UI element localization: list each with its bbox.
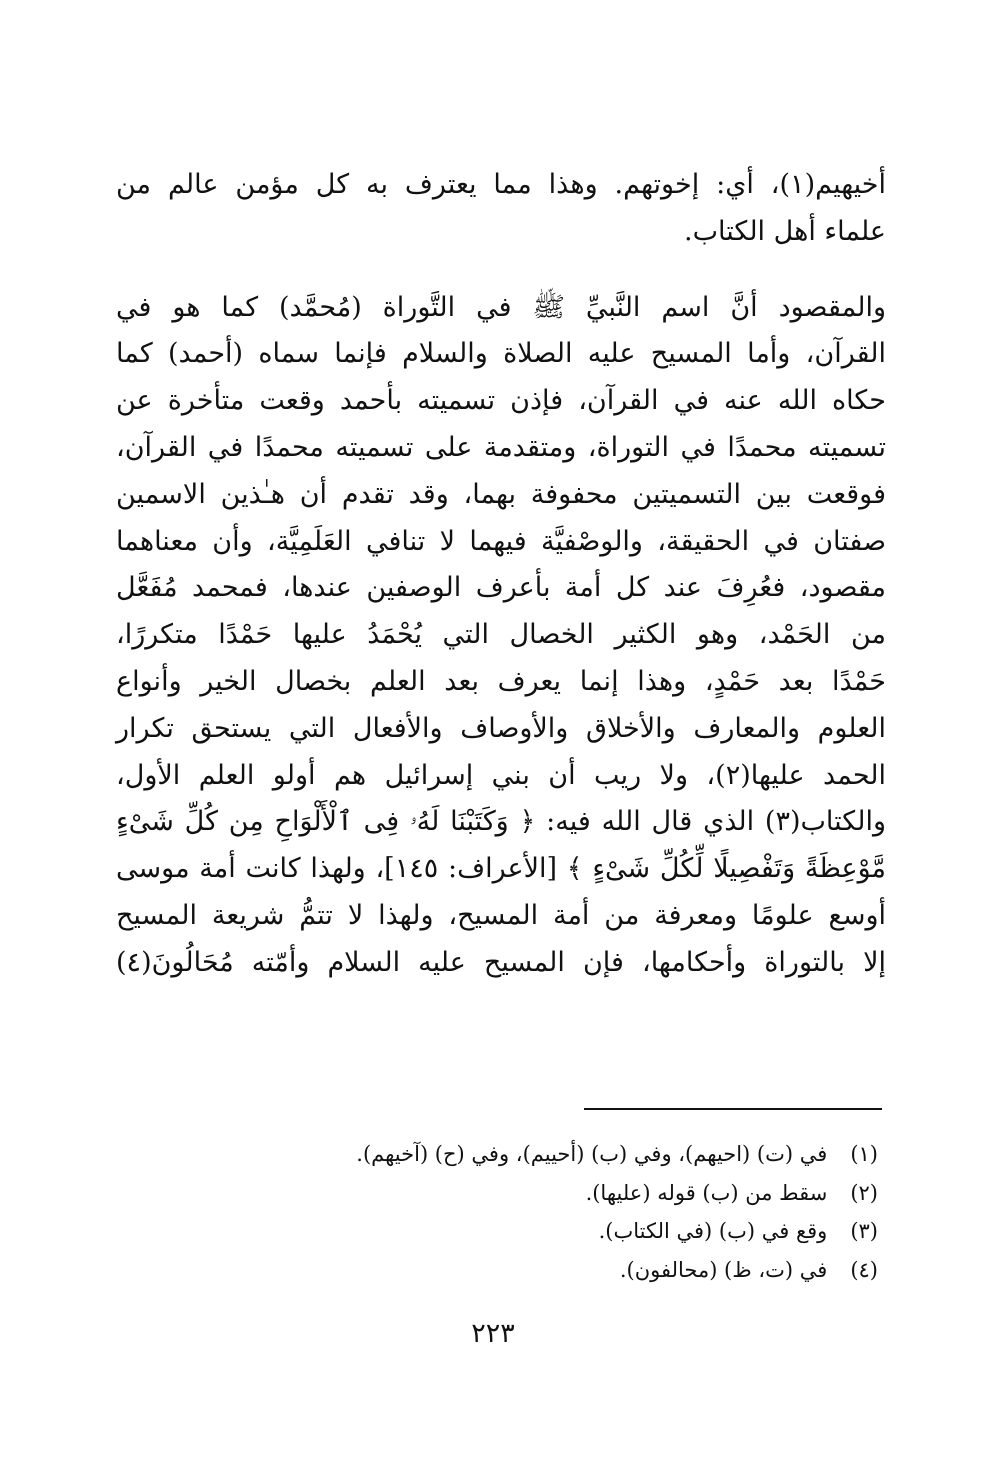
text-line: حكاه الله عنه في القرآن، فإذن تسميته بأحمد وقعت متأخرة عن [116,385,886,417]
footnote-number: (٢) [850,1180,878,1205]
text-line: من الحَمْد، وهو الكثير الخصال التي يُحْمَدُ عليها حَمْدًا متكررًا، [116,619,886,651]
text-line: حَمْدًا بعد حَمْدٍ، وهذا إنما يعرف بعد العلم بخصال الخير وأنواع [116,665,886,697]
footnote-item [158,1135,878,1174]
footnote-text: في (ت) (احيهم)، وفي (ب) (أحييم)، وفي (ح) (آخيهم). [356,1142,828,1166]
text-line: علماء أهل الكتاب. [684,215,886,247]
footnote-text: في (ت، ظ) (محالفون). [619,1257,828,1282]
text-line: أخيهيم(١)، أي: إخوتهم. وهذا مما يعترف به كل مؤمن عالم من [116,169,886,200]
text-line: والمقصود أنَّ اسم النَّبيِّ ﷺ في التَّوراة (مُحمَّد) كما هو في [116,291,886,323]
footnote-item [158,1251,878,1290]
footnote-number: (٣) [850,1219,878,1243]
quran-line: مَّوْعِظَةً وَتَفْصِيلًا لِّكُلِّ شَىْءٍ ﴾ [الأعراف: ١٤٥]، ولهذا كانت أمة موسى [116,853,886,885]
quran-line: والكتاب(٣) الذي قال الله فيه: ﴿ وَكَتَبْنَا لَهُۥ فِى ٱلْأَلْوَاحِ مِن كُلِّ شَىْءٍ [116,806,886,838]
page-number: ٢٢٣ [471,1318,515,1349]
footnote-text: وقع في (ب) (في الكتاب). [598,1219,828,1243]
main-text [116,162,886,987]
text-line: فوقعت بين التسميتين محفوفة بهما، وقد تقدم أن هـٰذين الاسمين [116,478,886,510]
text-line: العلوم والمعارف والأخلاق والأوصاف والأفعال التي يستحق تكرار [116,712,886,744]
paragraph-2 [116,285,886,987]
text-line: صفتان في الحقيقة، والوصْفيَّة فيهما لا تنافي العَلَمِيَّة، وأن معناهما [116,525,886,557]
paragraph-1 [116,162,886,256]
text-line: الحمد عليها(٢)، ولا ريب أن بني إسرائيل هم أولو العلم الأول، [116,759,886,791]
text-line: القرآن، وأما المسيح عليه الصلاة والسلام فإنما سماه (أحمد) كما [116,338,886,370]
footnote-separator [584,1108,882,1110]
text-line: تسميته محمدًا في التوراة، ومتقدمة على تسميته محمدًا في القرآن، [116,431,886,463]
footnotes [158,1135,878,1289]
paragraph-spacer [116,256,886,285]
footnote-item [158,1174,878,1213]
footnote-number: (١) [850,1142,878,1166]
footnote-number: (٤) [850,1257,878,1282]
footnote-text: سقط من (ب) قوله (عليها). [585,1180,828,1205]
text-line: إلا بالتوراة وأحكامها، فإن المسيح عليه السلام وأمّته مُحَالُونَ(٤) [116,946,886,978]
footnote-item [158,1212,878,1251]
text-line: أوسع علومًا ومعرفة من أمة المسيح، ولهذا لا تتمُّ شريعة المسيح [116,899,886,931]
text-line: مقصود، فعُرِفَ عند كل أمة بأعرف الوصفين عندها، فمحمد مُفَعَّل [116,572,886,604]
